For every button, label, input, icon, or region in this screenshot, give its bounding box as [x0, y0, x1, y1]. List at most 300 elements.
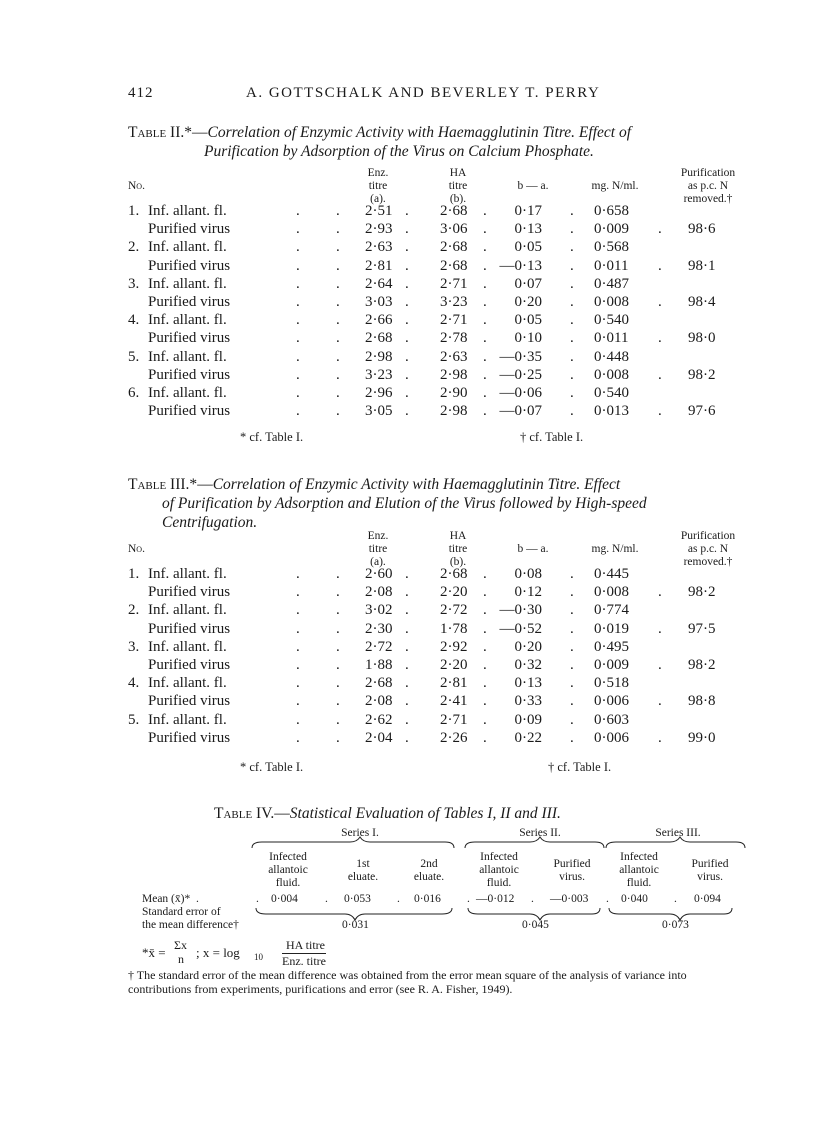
authors: A. GOTTSCHALK AND BEVERLEY T. PERRY: [246, 85, 601, 101]
leader-dot: .: [296, 602, 300, 619]
h-s2-pur-2: virus.: [559, 871, 585, 883]
leader-dot: .: [405, 385, 409, 401]
mg-n-per-ml: 0·658: [594, 203, 629, 219]
leader-dot: .: [570, 657, 574, 673]
row-number: 1.: [128, 203, 140, 219]
leader-dot: .: [296, 403, 300, 420]
leader-dot: .: [570, 566, 574, 582]
h-s2-inf-3: fluid.: [486, 877, 512, 889]
col-mg-t3: mg. N/ml.: [591, 543, 639, 555]
row-label: Purified virus: [148, 657, 231, 673]
row-label: Purified virus: [148, 221, 231, 238]
mg-n-per-ml: 0·009: [594, 657, 629, 673]
leader-dot: .: [336, 239, 340, 256]
row-number: 2.: [128, 239, 140, 256]
leader-dot: .: [570, 675, 574, 692]
leader-dot: .: [483, 657, 487, 673]
mean-label-text: Mean (x̄)*: [142, 893, 191, 905]
h-s3-pur-1: Purified: [691, 858, 729, 870]
row-label: Purified virus: [148, 693, 231, 710]
leader-dot: .: [658, 330, 662, 347]
table3-footnote-2: † cf. Table I.: [548, 760, 612, 774]
ha-titre: 2·98: [440, 366, 468, 383]
ha-titre: 2·20: [440, 657, 468, 673]
leader-dot: .: [483, 203, 487, 219]
formula-sub: 10: [254, 952, 263, 962]
mg-n-per-ml: 0·006: [594, 693, 629, 710]
h-s3-inf-2: allantoic: [619, 864, 659, 876]
row-label: Purified virus: [148, 330, 231, 347]
leader-dot: .: [336, 275, 340, 292]
purification: 98·2: [688, 584, 716, 601]
leader-dot: .: [483, 675, 487, 692]
row-label: Purified virus: [148, 620, 231, 637]
b-minus-a: 0·13: [514, 675, 542, 692]
table3-title-3: Centrifugation.: [162, 514, 258, 531]
ha-titre: 2·71: [440, 312, 468, 329]
ha-titre: 2·71: [440, 275, 468, 292]
leader-dot: .: [570, 366, 574, 383]
leader-dot: .: [483, 638, 487, 655]
row-number: 4.: [128, 312, 140, 329]
dot-e: .: [531, 893, 534, 905]
row-number: 3.: [128, 638, 140, 655]
leader-dot: .: [570, 729, 574, 746]
row-label: Inf. allant. fl.: [148, 711, 227, 728]
purification: 98·4: [688, 294, 716, 310]
enz-titre: 2·08: [365, 693, 393, 710]
leader-dot: .: [570, 203, 574, 219]
ha-titre: 2·26: [440, 729, 468, 746]
leader-dot: .: [296, 638, 300, 655]
row-number: 1.: [128, 566, 140, 582]
dot-b: .: [325, 893, 328, 905]
leader-dot: .: [405, 275, 409, 292]
leader-dot: .: [570, 403, 574, 420]
mg-n-per-ml: 0·008: [594, 294, 629, 310]
h-s1-e1b: eluate.: [347, 871, 379, 883]
leader-dot: .: [658, 257, 662, 274]
h-s1-inf-3: fluid.: [275, 877, 301, 889]
ha-titre: 2·68: [440, 203, 468, 219]
purification: 98·0: [688, 330, 716, 347]
table3-label: Table III.*: [128, 476, 198, 493]
leader-dot: .: [405, 221, 409, 238]
series1-label: Series I.: [341, 827, 379, 839]
ha-titre: 2·72: [440, 602, 468, 619]
leader-dot: .: [658, 657, 662, 673]
leader-dot: .: [405, 584, 409, 601]
leader-dot: .: [336, 693, 340, 710]
leader-dot: .: [405, 657, 409, 673]
leader-dot: .: [483, 239, 487, 256]
leader-dot: .: [570, 385, 574, 401]
leader-dot: .: [296, 294, 300, 310]
col-ha-t3-1: HA: [449, 530, 467, 542]
leader-dot: .: [570, 294, 574, 310]
enz-titre: 2·64: [365, 275, 393, 292]
col-enz-1: Enz.: [367, 167, 389, 179]
leader-dot: .: [483, 330, 487, 347]
leader-dot: .: [296, 257, 300, 274]
leader-dot: .: [483, 275, 487, 292]
col-pur-2: as p.c. N: [687, 180, 729, 192]
b-minus-a: 0·22: [514, 729, 542, 746]
dot-f: .: [606, 893, 609, 905]
leader-dot: .: [405, 729, 409, 746]
series1-brace: [252, 837, 454, 848]
leader-dot: .: [570, 620, 574, 637]
mg-n-per-ml: 0·540: [594, 385, 629, 401]
leader-dot: .: [570, 239, 574, 256]
leader-dot: .: [483, 385, 487, 401]
enz-titre: 2·72: [365, 638, 393, 655]
col-ha-t3-3: (b).: [449, 556, 467, 568]
table4-caption: Table IV.—Statistical Evaluation of Tables I, II and III.: [214, 805, 561, 822]
series3-brace: [606, 837, 745, 848]
leader-dot: .: [296, 693, 300, 710]
leader-dot: .: [336, 566, 340, 582]
col-enz-t3-3: (a).: [370, 556, 386, 568]
ha-titre: 2·68: [440, 566, 468, 582]
h-s1-e1a: 1st: [356, 858, 370, 870]
b-minus-a: 0·20: [514, 294, 542, 310]
enz-titre: 3·02: [365, 602, 393, 619]
h-s2-pur-1: Purified: [553, 858, 591, 870]
leader-dot: .: [405, 366, 409, 383]
se-label-2: the mean difference†: [142, 919, 239, 931]
leader-dot: .: [570, 584, 574, 601]
col-pur-3: removed.†: [683, 193, 733, 205]
leader-dot: .: [483, 711, 487, 728]
enz-titre: 2·63: [365, 239, 393, 256]
leader-dot: .: [296, 657, 300, 673]
leader-dot: .: [336, 638, 340, 655]
mean-s2-pur: —0·003: [550, 893, 589, 905]
leader-dot: .: [336, 729, 340, 746]
leader-dot: .: [658, 729, 662, 746]
table3-title-2: of Purification by Adsorption and Elution of the Virus followed by High-speed: [162, 495, 647, 512]
dot-d: .: [467, 893, 470, 905]
formula-a: *x̄ =: [142, 945, 166, 960]
table2-label: Table II.*: [128, 124, 193, 141]
leader-dot: .: [336, 366, 340, 383]
ha-titre: 2·81: [440, 675, 468, 692]
leader-dot: .: [570, 348, 574, 365]
mean-s3-inf: 0·040: [621, 893, 648, 905]
leader-dot: .: [483, 693, 487, 710]
leader-dot: .: [296, 729, 300, 746]
b-minus-a: —0·35: [499, 348, 542, 365]
leader-dot: .: [658, 693, 662, 710]
table4-note: † The standard error of the mean difference was obtained from the error mean square of the analysis of variance into contributions from experiments, purifications and error (see R. A. Fisher, 1949).: [128, 968, 687, 996]
leader-dot: .: [483, 348, 487, 365]
leader-dot: .: [336, 257, 340, 274]
b-minus-a: 0·07: [514, 275, 542, 292]
leader-dot: .: [405, 257, 409, 274]
purification: 98·6: [688, 221, 716, 238]
b-minus-a: 0·08: [514, 566, 542, 582]
leader-dot: .: [570, 312, 574, 329]
b-minus-a: —0·06: [499, 385, 542, 401]
b-minus-a: —0·52: [499, 620, 542, 637]
row-label: Inf. allant. fl.: [148, 239, 227, 256]
leader-dot: .: [336, 294, 340, 310]
leader-dot: .: [570, 275, 574, 292]
mean-s1-e1: 0·053: [344, 893, 371, 905]
table2-caption: Table II.*—Correlation of Enzymic Activity with Haemagglutinin Titre. Effect of Purification by Adsorption of the Virus on Calcium Phosphate.: [128, 124, 631, 160]
row-label: Inf. allant. fl.: [148, 203, 227, 219]
row-number: 2.: [128, 602, 140, 619]
enz-titre: 2·62: [365, 711, 393, 728]
leader-dot: .: [336, 385, 340, 401]
h-s3-inf-1: Infected: [620, 851, 658, 863]
row-label: Inf. allant. fl.: [148, 312, 227, 329]
ha-titre: 2·68: [440, 257, 468, 274]
series3-label: Series III.: [655, 827, 701, 839]
table2-title-2: Purification by Adsorption of the Virus on Calcium Phosphate.: [204, 143, 594, 160]
leader-dot: .: [336, 348, 340, 365]
leader-dot: .: [336, 221, 340, 238]
leader-dot: .: [405, 638, 409, 655]
leader-dot: .: [296, 366, 300, 383]
mg-n-per-ml: 0·540: [594, 312, 629, 329]
row-label: Inf. allant. fl.: [148, 675, 227, 692]
dot-a: .: [256, 893, 259, 905]
leader-dot: .: [405, 711, 409, 728]
leader-dot: .: [296, 330, 300, 347]
ha-titre: 2·68: [440, 239, 468, 256]
h-s1-eluate1: [338, 858, 388, 884]
mg-n-per-ml: 0·568: [594, 239, 629, 256]
mg-n-per-ml: 0·011: [594, 330, 629, 347]
row-label: Inf. allant. fl.: [148, 602, 227, 619]
leader-dot: .: [336, 330, 340, 347]
mean-s3-pur: 0·094: [694, 893, 721, 905]
row-number: 6.: [128, 385, 140, 401]
col-pur-t3-3: removed.†: [683, 556, 733, 568]
col-mg: mg. N/ml.: [591, 180, 639, 192]
leader-dot: .: [658, 403, 662, 420]
row-label: Purified virus: [148, 403, 231, 420]
h-s3-infected: [606, 851, 672, 890]
row-number: 5.: [128, 348, 140, 365]
leader-dot: .: [296, 275, 300, 292]
h-s1-inf-2: allantoic: [268, 864, 308, 876]
ha-titre: 2·90: [440, 385, 468, 401]
mean-label: Mean (x̄)* .: [142, 893, 199, 905]
purification: 97·6: [688, 403, 716, 420]
ha-titre: 2·92: [440, 638, 468, 655]
b-minus-a: 0·33: [514, 693, 542, 710]
h-s2-inf-2: allantoic: [479, 864, 519, 876]
leader-dot: .: [483, 294, 487, 310]
ha-titre: 2·98: [440, 403, 468, 420]
formula-b: ; x = log: [196, 945, 240, 960]
table3-footnote-1: * cf. Table I.: [240, 760, 304, 774]
col-no-3: No.: [128, 543, 145, 555]
enz-titre: 2·68: [365, 675, 393, 692]
ha-titre: 2·41: [440, 693, 468, 710]
se-s3: 0·073: [662, 919, 689, 931]
purification: 98·2: [688, 366, 716, 383]
enz-titre: 3·23: [365, 366, 393, 383]
b-minus-a: 0·20: [514, 638, 542, 655]
mg-n-per-ml: 0·019: [594, 620, 629, 637]
ha-titre: 3·23: [440, 294, 468, 310]
leader-dot: .: [405, 403, 409, 420]
series2-label: Series II.: [519, 827, 561, 839]
leader-dot: .: [336, 711, 340, 728]
h-s1-e2b: eluate.: [413, 871, 445, 883]
h-s1-eluate2: [404, 858, 454, 884]
col-ba: b — a.: [517, 180, 549, 192]
b-minus-a: 0·09: [514, 711, 542, 728]
purification: 98·2: [688, 657, 716, 673]
row-label: Inf. allant. fl.: [148, 638, 227, 655]
leader-dot: .: [570, 257, 574, 274]
row-label: Purified virus: [148, 294, 231, 310]
leader-dot: .: [405, 330, 409, 347]
b-minus-a: 0·32: [514, 657, 542, 673]
leader-dot: .: [296, 221, 300, 238]
leader-dot: .: [405, 620, 409, 637]
leader-dot: .: [483, 257, 487, 274]
table2-footnote-2: † cf. Table I.: [520, 430, 584, 444]
b-minus-a: —0·13: [499, 257, 542, 274]
leader-dot: .: [570, 693, 574, 710]
enz-titre: 2·04: [365, 729, 393, 746]
b-minus-a: 0·05: [514, 312, 542, 329]
leader-dot: .: [336, 620, 340, 637]
b-minus-a: 0·13: [514, 221, 542, 238]
col-pur-1: Purification: [680, 167, 736, 179]
h-s1-inf-1: Infected: [269, 851, 307, 863]
h-s3-inf-3: fluid.: [626, 877, 652, 889]
h-s2-infected: [466, 851, 532, 890]
leader-dot: .: [336, 657, 340, 673]
col-enz-t3-2: titre: [368, 543, 388, 555]
b-minus-a: 0·17: [514, 203, 542, 219]
table2-title-1: Correlation of Enzymic Activity with Haemagglutinin Titre. Effect of: [207, 124, 631, 141]
col-no: No.: [128, 180, 145, 192]
row-label: Purified virus: [148, 729, 231, 746]
purification: 97·5: [688, 620, 716, 637]
h-s1-infected: [252, 851, 324, 890]
leader-dot: .: [570, 330, 574, 347]
enz-titre: 2·30: [365, 620, 393, 637]
enz-titre: 2·81: [365, 257, 393, 274]
leader-dot: .: [336, 675, 340, 692]
series2-brace: [465, 837, 604, 848]
row-label: Inf. allant. fl.: [148, 385, 227, 401]
leader-dot: .: [570, 711, 574, 728]
leader-dot: .: [296, 620, 300, 637]
enz-titre: 2·08: [365, 584, 393, 601]
b-minus-a: 0·10: [514, 330, 542, 347]
h-s2-purified: [542, 858, 602, 884]
enz-titre: 2·68: [365, 330, 393, 347]
mg-n-per-ml: 0·487: [594, 275, 629, 292]
leader-dot: .: [296, 385, 300, 401]
leader-dot: .: [658, 584, 662, 601]
table4-label: Table IV.: [214, 805, 275, 822]
leader-dot: .: [296, 675, 300, 692]
leader-dot: .: [483, 620, 487, 637]
b-minus-a: —0·30: [499, 602, 542, 619]
leader-dot: .: [570, 221, 574, 238]
enz-titre: 3·05: [365, 403, 393, 420]
h-s1-e2a: 2nd: [420, 858, 438, 870]
ha-titre: 2·63: [440, 348, 468, 365]
leader-dot: .: [483, 403, 487, 420]
col-ha-2: titre: [448, 180, 468, 192]
h-s2-inf-1: Infected: [480, 851, 518, 863]
row-label: Inf. allant. fl.: [148, 348, 227, 365]
ha-titre: 3·06: [440, 221, 468, 238]
mean-s1-e2: 0·016: [414, 893, 441, 905]
leader-dot: .: [658, 221, 662, 238]
ha-titre: 2·20: [440, 584, 468, 601]
leader-dot: .: [405, 239, 409, 256]
leader-dot: .: [483, 312, 487, 329]
col-ba-t3: b — a.: [517, 543, 549, 555]
b-minus-a: 0·05: [514, 239, 542, 256]
b-minus-a: —0·07: [499, 403, 542, 420]
enz-titre: 2·96: [365, 385, 393, 401]
formula-den: Enz. titre: [282, 954, 326, 968]
h-s3-purified: [680, 858, 740, 884]
leader-dot: .: [336, 203, 340, 219]
leader-dot: .: [336, 602, 340, 619]
ha-titre: 2·71: [440, 711, 468, 728]
row-label: Inf. allant. fl.: [148, 566, 227, 582]
enz-titre: 2·93: [365, 221, 393, 238]
purification: 99·0: [688, 729, 716, 746]
leader-dot: .: [405, 693, 409, 710]
col-enz-3: (a).: [370, 193, 386, 205]
mg-n-per-ml: 0·008: [594, 366, 629, 383]
leader-dot: .: [405, 675, 409, 692]
leader-dot: .: [483, 366, 487, 383]
ha-titre: 1·78: [440, 620, 468, 637]
leader-dot: .: [405, 203, 409, 219]
table4-title: Statistical Evaluation of Tables I, II and III.: [289, 805, 561, 822]
leader-dot: .: [658, 620, 662, 637]
purification: 98·8: [688, 693, 716, 710]
col-pur-t3-2: as p.c. N: [687, 543, 729, 555]
mg-n-per-ml: 0·448: [594, 348, 629, 365]
leader-dot: .: [405, 566, 409, 582]
row-number: 3.: [128, 275, 140, 292]
row-label: Purified virus: [148, 584, 231, 601]
mg-n-per-ml: 0·013: [594, 403, 629, 420]
col-ha-t3-2: titre: [448, 543, 468, 555]
b-minus-a: 0·12: [514, 584, 542, 601]
formula-sum: Σx: [174, 938, 187, 952]
leader-dot: .: [483, 221, 487, 238]
enz-titre: 2·60: [365, 566, 393, 582]
leader-dot: .: [296, 203, 300, 219]
leader-dot: .: [570, 602, 574, 619]
col-ha-1: HA: [449, 167, 467, 179]
enz-titre: 3·03: [365, 294, 393, 310]
leader-dot: .: [405, 602, 409, 619]
leader-dot: .: [336, 312, 340, 329]
b-minus-a: —0·25: [499, 366, 542, 383]
leader-dot: .: [296, 348, 300, 365]
leader-dot: .: [336, 403, 340, 420]
